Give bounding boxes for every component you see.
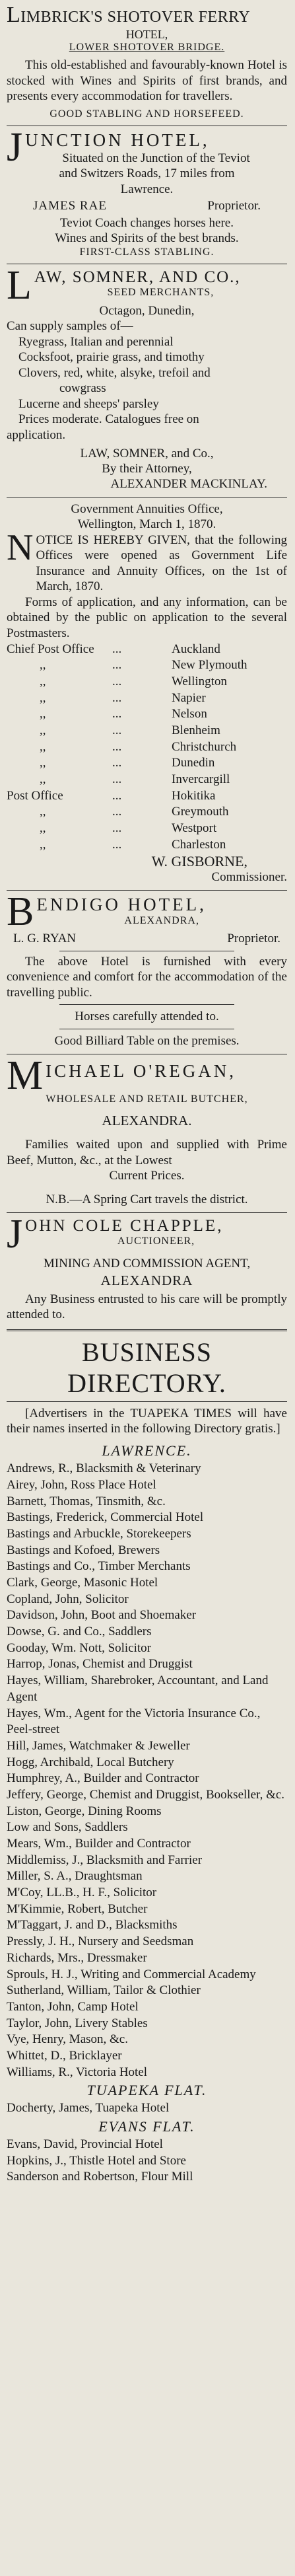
leader-dots: ... <box>112 837 122 852</box>
notice-header: Government Annuities Office, <box>71 501 223 516</box>
ad-title-row <box>7 262 287 308</box>
directory-entry: Hopkins, J., Thistle Hotel and Store <box>7 2153 186 2168</box>
office-town: Invercargill <box>172 772 230 787</box>
michael-oregan-ad <box>7 1053 287 1207</box>
directory-entry: Mears, Wm., Builder and Contractor <box>7 1837 191 1851</box>
ad-location: ALEXANDRA <box>100 1272 193 1288</box>
dropcap: L <box>7 262 32 308</box>
ad-line: Can supply samples of— <box>7 319 133 334</box>
office-town: Greymouth <box>172 805 229 819</box>
office-row <box>7 772 287 788</box>
directory-section-tuapeka: TUAPEKA FLAT. <box>86 2082 207 2099</box>
directory-entry: Hogg, Archibald, Local Butchery <box>7 1755 174 1769</box>
directory-entry: Jeffery, George, Chemist and Druggist, Bookseller, &c. <box>7 1787 285 1802</box>
signature: LAW, SOMNER, and Co., <box>80 446 214 460</box>
office-town: New Plymouth <box>172 658 247 673</box>
office-town: Charleston <box>172 837 226 852</box>
office-town: Hokitika <box>172 788 216 803</box>
ad-subtitle: WHOLESALE AND RETAIL BUTCHER, <box>46 1093 248 1105</box>
ad-line: Situated on the Junction of the Teviot <box>62 151 250 165</box>
office-type: ,, <box>40 772 46 787</box>
leader-dots: ... <box>112 707 122 721</box>
ad-title-row <box>7 124 287 170</box>
directory-entry: Dowse, G. and Co., Saddlers <box>7 1625 152 1639</box>
office-row <box>7 657 287 674</box>
divider <box>7 1329 287 1331</box>
ad-title: ICHAEL O'REGAN, <box>46 1061 236 1082</box>
list-item: Ryegrass, Italian and perennial <box>18 334 174 349</box>
notice-forms: Forms of application, and any information, can be obtained by the public on application to the several Postmasters. <box>7 595 287 640</box>
ad-line: and Switzers Roads, 17 miles from <box>59 166 235 181</box>
ad-body: Any Business entrusted to his care will be promptly attended to. <box>7 1292 287 1322</box>
signature: ALEXANDER MACKINLAY. <box>110 476 267 491</box>
leader-dots: ... <box>112 756 122 770</box>
proprietor-row <box>7 930 287 948</box>
ad-location: LOWER SHOTOVER BRIDGE. <box>69 42 225 53</box>
directory-entry: Miller, S. A., Draughtsman <box>7 1869 143 1884</box>
leader-dots: ... <box>112 805 122 819</box>
office-row <box>7 642 287 658</box>
divider <box>7 890 287 891</box>
notice-date: Wellington, March 1, 1870. <box>77 517 216 532</box>
ad-line: Good Billiard Table on the premises. <box>54 1033 240 1048</box>
office-type: ,, <box>40 658 46 673</box>
directory-section-lawrence: LAWRENCE. <box>102 1442 192 1459</box>
directory-entry: Middlemiss, J., Blacksmith and Farrier <box>7 1853 203 1867</box>
office-type: ,, <box>40 707 46 721</box>
directory-entry: Gooday, Wm. Nott, Solicitor <box>7 1640 152 1655</box>
ad-subtitle: HOTEL, <box>125 28 168 41</box>
ad-title: ENDIGO HOTEL, <box>36 895 207 915</box>
directory-entry: Hayes, William, Sharebroker, Accountant, and Land Agent <box>7 1674 269 1704</box>
offices-list <box>7 642 287 854</box>
office-row <box>7 706 287 723</box>
proprietor-name: JAMES RAE <box>33 199 107 213</box>
office-row <box>7 690 287 707</box>
office-row <box>7 739 287 756</box>
ad-title: UNCTION HOTEL, <box>25 129 210 150</box>
notice-body-row <box>7 527 287 595</box>
dropcap: J <box>7 124 23 170</box>
ad-line: MINING AND COMMISSION AGENT, <box>43 1257 251 1271</box>
directory-entry: Barnett, Thomas, Tinsmith, &c. <box>7 1494 166 1508</box>
directory-section-evans: EVANS FLAT. <box>98 2118 195 2135</box>
directory-entry: Airey, John, Ross Place Hotel <box>7 1477 156 1492</box>
ad-title: AW, SOMNER, AND CO., <box>34 268 241 286</box>
directory-entry: Bastings and Kofoed, Brewers <box>7 1543 160 1557</box>
directory-entry: Sutherland, William, Tailor & Clothier <box>7 1983 201 1998</box>
john-cole-chapple-ad <box>7 1212 287 1322</box>
office-type: ,, <box>40 837 46 852</box>
directory-note: [Advertisers in the TUAPEKA TIMES will have their names inserted in the following Directory gratis.] <box>7 1406 287 1436</box>
dropcap: B <box>7 889 34 935</box>
directory-entry: Taylor, John, Livery Stables <box>7 2016 148 2030</box>
ad-title: OHN COLE CHAPPLE, <box>25 1217 224 1235</box>
ad-note: N.B.—A Spring Cart travels the district. <box>46 1192 248 1206</box>
directory-entry: Sprouls, H. J., Writing and Commercial Academy <box>7 1967 256 1981</box>
office-type: Post Office <box>7 788 63 803</box>
ad-line: application. <box>7 427 66 442</box>
leader-dots: ... <box>112 674 122 688</box>
signature: W. GISBORNE, <box>151 853 247 870</box>
leader-dots: ... <box>112 642 122 656</box>
list-item: cowgrass <box>59 381 106 396</box>
directory-entry: M'Coy, LL.B., H. F., Solicitor <box>7 1886 157 1900</box>
list-item: Lucerne and sheeps' parsley <box>18 396 159 411</box>
limbrick-hotel-ad <box>7 3 287 120</box>
ad-body: This old-established and favourably-known Hotel is stocked with Wines and Spirits of first brands, and presents every accommodation for travellers. <box>7 58 287 104</box>
dropcap: N <box>7 527 34 568</box>
ad-location: Octagon, Dunedin, <box>99 303 195 318</box>
ad-line: Wines and Spirits of the best brands. <box>55 231 239 246</box>
ad-line: FIRST-CLASS STABLING. <box>79 246 214 258</box>
directory-entry: Whittet, D., Bricklayer <box>7 2048 122 2063</box>
signature: By their Attorney, <box>102 462 192 476</box>
office-town: Auckland <box>172 642 220 656</box>
directory-entry: Copland, John, Solicitor <box>7 1592 129 1606</box>
office-type: ,, <box>40 805 46 819</box>
office-row <box>7 837 287 854</box>
office-town: Nelson <box>172 707 207 721</box>
office-town: Westport <box>172 821 217 836</box>
law-somner-ad <box>7 262 287 492</box>
ad-body: Families waited upon and supplied with Prime Beef, Mutton, &c., at the Lowest <box>7 1138 287 1167</box>
notice-body: OTICE IS HEREBY GIVEN, that the following Offices were opened as Government Life Insurance and Annuity Offices, on the 1st of March, 1870. <box>36 533 287 594</box>
dropcap: L <box>7 3 21 27</box>
ad-line: Lawrence. <box>120 182 174 196</box>
signature-title: Commissioner. <box>211 870 287 885</box>
ad-line: Horses carefully attended to. <box>75 1010 219 1024</box>
title-text: IMBRICK'S SHOTOVER FERRY <box>20 9 251 26</box>
business-directory <box>7 1337 287 2186</box>
leader-dots: ... <box>112 772 122 787</box>
directory-entry: Bastings and Co., Timber Merchants <box>7 1559 191 1574</box>
leader-dots: ... <box>112 723 122 737</box>
office-row <box>7 821 287 837</box>
directory-entry: M'Taggart, J. and D., Blacksmiths <box>7 1918 178 1932</box>
leader-dots: ... <box>112 690 122 705</box>
ad-body: The above Hotel is furnished with every convenience and comfort for the accommodation of the travelling public. <box>7 954 287 1000</box>
directory-entry: Humphrey, A., Builder and Contractor <box>7 1771 199 1786</box>
annuities-notice-ad <box>7 501 287 885</box>
directory-entry: Hill, James, Watchmaker & Jeweller <box>7 1738 190 1753</box>
directory-list-lawrence <box>7 1461 287 2080</box>
leader-dots: ... <box>112 788 122 803</box>
leader-dots: ... <box>112 821 122 836</box>
office-row <box>7 674 287 690</box>
divider <box>7 1401 287 1402</box>
directory-entry: Vye, Henry, Mason, &c. <box>7 2032 128 2047</box>
proprietor-label: Proprietor. <box>227 932 280 946</box>
ad-title-row <box>7 1212 287 1257</box>
directory-entry: Docherty, James, Tuapeka Hotel <box>7 2101 170 2116</box>
directory-entry: Pressly, J. H., Nursery and Seedsman <box>7 1934 194 1949</box>
directory-entry: Williams, R., Victoria Hotel <box>7 2065 148 2079</box>
ad-body-cont: Current Prices. <box>109 1169 185 1183</box>
office-town: Dunedin <box>172 756 215 770</box>
leader-dots: ... <box>112 658 122 673</box>
ad-title-row <box>7 889 287 935</box>
office-row <box>7 804 287 821</box>
directory-list-evans <box>7 2137 287 2186</box>
ad-location: ALEXANDRA. <box>102 1113 192 1129</box>
office-type: ,, <box>40 674 46 688</box>
directory-title: BUSINESS DIRECTORY. <box>67 1337 226 1398</box>
junction-hotel-ad <box>7 124 287 258</box>
ad-location: ALEXANDRA, <box>124 915 199 927</box>
office-town: Christchurch <box>172 739 237 754</box>
directory-entry: M'Kimmie, Robert, Butcher <box>7 1901 148 1916</box>
proprietor-name: L. G. RYAN <box>13 932 77 946</box>
office-type: ,, <box>40 723 46 737</box>
list-item: Clovers, red, white, alsyke, trefoil and <box>18 365 211 380</box>
directory-entry: Tanton, John, Camp Hotel <box>7 1999 139 2014</box>
directory-entry: Sanderson and Robertson, Flour Mill <box>7 2170 193 2184</box>
directory-entry: Richards, Mrs., Dressmaker <box>7 1950 147 1965</box>
office-row <box>7 723 287 739</box>
office-type: ,, <box>40 756 46 770</box>
directory-entry: Harrop, Jonas, Chemist and Druggist <box>7 1657 193 1672</box>
directory-list-tuapeka <box>7 2100 287 2117</box>
directory-entry: Liston, George, Dining Rooms <box>7 1804 162 1818</box>
proprietor-row <box>7 197 287 215</box>
directory-entry: Bastings and Arbuckle, Storekeepers <box>7 1526 191 1541</box>
office-type: Chief Post Office <box>7 642 94 656</box>
directory-entry: Low and Sons, Saddlers <box>7 1820 128 1835</box>
directory-entry: Andrews, R., Blacksmith & Veterinary <box>7 1461 201 1476</box>
ad-subtitle: SEED MERCHANTS, <box>107 286 214 298</box>
directory-entry: Davidson, John, Boot and Shoemaker <box>7 1608 197 1623</box>
directory-entry: Hayes, Wm., Agent for the Victoria Insurance Co., Peel-street <box>7 1706 261 1737</box>
ad-subtitle: AUCTIONEER, <box>117 1235 195 1247</box>
ad-footer: GOOD STABLING AND HORSEFEED. <box>49 108 244 120</box>
bendigo-hotel-ad <box>7 889 287 1049</box>
office-town: Wellington <box>172 674 227 688</box>
office-type: ,, <box>40 739 46 754</box>
divider <box>7 1212 287 1213</box>
directory-entry: Evans, David, Provincial Hotel <box>7 2137 163 2152</box>
directory-entry: Bastings, Frederick, Commercial Hotel <box>7 1510 204 1525</box>
divider <box>59 1004 234 1005</box>
office-type: ,, <box>40 821 46 836</box>
directory-entry: Clark, George, Masonic Hotel <box>7 1576 158 1590</box>
proprietor-label: Proprietor. <box>207 199 261 213</box>
office-row <box>7 755 287 772</box>
list-item: Cocksfoot, prairie grass, and timothy <box>18 350 205 365</box>
office-row <box>7 788 287 805</box>
office-town: Napier <box>172 690 206 705</box>
dropcap: J <box>7 1212 23 1257</box>
list-item: Prices moderate. Catalogues free on <box>18 412 199 427</box>
leader-dots: ... <box>112 739 122 754</box>
ad-line: Teviot Coach changes horses here. <box>60 215 234 230</box>
office-type: ,, <box>40 690 46 705</box>
dropcap: M <box>7 1053 44 1099</box>
office-town: Blenheim <box>172 723 220 737</box>
ad-title <box>7 3 287 28</box>
